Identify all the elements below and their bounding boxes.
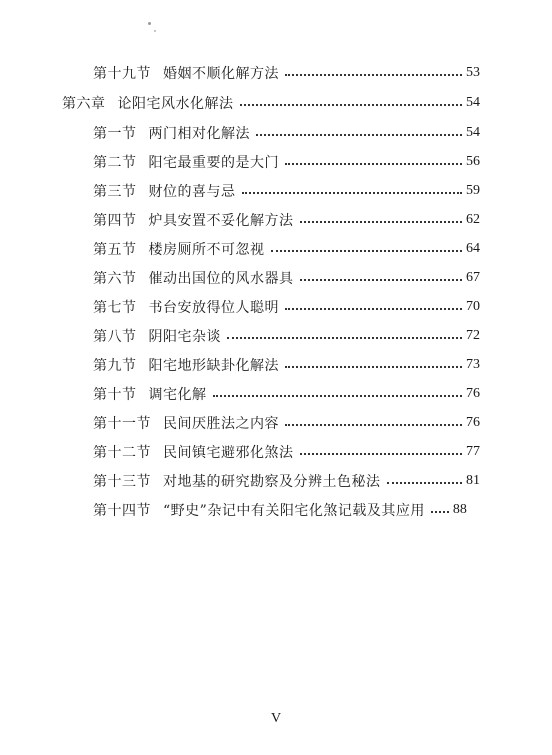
toc-section-number: 第八节: [93, 329, 137, 345]
toc-entry[interactable]: [93, 499, 490, 521]
toc-title: 民间镇宅避邪化煞法: [163, 445, 294, 461]
toc-section-number: 第九节: [93, 358, 137, 374]
dot-leader: [285, 424, 462, 426]
toc-section-number: 第五节: [93, 242, 137, 258]
toc-title: 调宅化解: [148, 387, 207, 403]
toc-chapter-number: 第六章: [62, 96, 106, 112]
toc-title: 婚姻不顺化解方法: [163, 66, 279, 82]
toc-entry[interactable]: [93, 62, 480, 84]
scan-speck: [154, 30, 156, 32]
dot-leader: [213, 395, 463, 397]
toc-entry[interactable]: [93, 122, 480, 144]
toc-entry[interactable]: [93, 325, 480, 347]
toc-section-number: 第十四节: [93, 503, 151, 519]
toc-title: 催动出国位的风水器具: [148, 271, 294, 287]
toc-section-number: 第十九节: [93, 66, 151, 82]
toc-entry[interactable]: [93, 180, 480, 202]
toc-title: 民间厌胜法之内容: [163, 416, 279, 432]
toc-title: 阳宅地形缺卦化解法: [148, 358, 279, 374]
dot-leader: [271, 250, 463, 252]
toc-title: 楼房厕所不可忽视: [148, 242, 265, 258]
toc-section-number: 第四节: [93, 213, 137, 229]
toc-title: 财位的喜与忌: [148, 184, 236, 200]
toc-page-number: 76: [466, 415, 480, 430]
toc-page-number: 70: [466, 299, 480, 314]
toc-entry[interactable]: [93, 296, 480, 318]
toc-entry[interactable]: [93, 470, 480, 492]
toc-page-number: 76: [466, 386, 480, 401]
toc-section-number: 第十二节: [93, 445, 151, 461]
toc-section-number: 第三节: [93, 184, 137, 200]
toc-entry[interactable]: [93, 354, 480, 376]
toc-page-number: 81: [466, 473, 480, 488]
toc-section-number: 第七节: [93, 300, 137, 316]
dot-leader: [285, 366, 462, 368]
toc-page-number: 62: [466, 212, 480, 227]
dot-leader: [431, 511, 449, 513]
toc-page-number: 67: [466, 270, 480, 285]
toc-title: 炉具安置不妥化解方法: [148, 213, 294, 229]
toc-title: 对地基的研究勘察及分辨土色秘法: [163, 474, 381, 490]
toc-title: 阴阳宅杂谈: [148, 329, 221, 345]
toc-page-number: 77: [466, 444, 480, 459]
dot-leader: [285, 163, 462, 165]
toc-chapter-entry[interactable]: [62, 92, 480, 114]
dot-leader: [300, 453, 463, 455]
toc-page-number: 54: [466, 95, 480, 110]
scan-speck: [148, 22, 151, 25]
dot-leader: [300, 221, 463, 223]
toc-title: 阳宅最重要的是大门: [148, 155, 279, 171]
toc-entry[interactable]: [93, 267, 480, 289]
toc-page-number: 72: [466, 328, 480, 343]
dot-leader: [240, 104, 463, 106]
toc-title: 两门相对化解法: [148, 126, 250, 142]
toc-entry[interactable]: [93, 412, 480, 434]
toc-entry[interactable]: [93, 383, 480, 405]
toc-page-number: 53: [466, 65, 480, 80]
dot-leader: [285, 74, 462, 76]
toc-title: 书台安放得位人聪明: [148, 300, 279, 316]
toc-section-number: 第十三节: [93, 474, 151, 490]
dot-leader: [285, 308, 462, 310]
toc-title: 论阳宅风水化解法: [117, 96, 234, 112]
toc-page-number: 54: [466, 125, 480, 140]
dot-leader: [256, 134, 462, 136]
toc-entry[interactable]: [93, 238, 480, 260]
dot-leader: [242, 192, 463, 194]
toc-section-number: 第十一节: [93, 416, 151, 432]
toc-page-number: 88: [452, 502, 467, 517]
toc-section-number: 第二节: [93, 155, 137, 171]
dot-leader: [300, 279, 463, 281]
page-folio: V: [270, 711, 282, 726]
toc-page-number: 64: [466, 241, 480, 256]
toc-page-number: 73: [466, 357, 480, 372]
toc-page-number: 59: [466, 183, 480, 198]
toc-section-number: 第一节: [93, 126, 137, 142]
toc-title: “野史”杂记中有关阳宅化煞记载及其应用: [163, 503, 425, 519]
dot-leader: [227, 337, 462, 339]
dot-leader: [387, 482, 463, 484]
toc-entry[interactable]: [93, 441, 480, 463]
toc-section-number: 第十节: [93, 387, 137, 403]
toc-entry[interactable]: [93, 151, 480, 173]
toc-section-number: 第六节: [93, 271, 137, 287]
toc-page-number: 56: [466, 154, 480, 169]
toc-entry[interactable]: [93, 209, 480, 231]
